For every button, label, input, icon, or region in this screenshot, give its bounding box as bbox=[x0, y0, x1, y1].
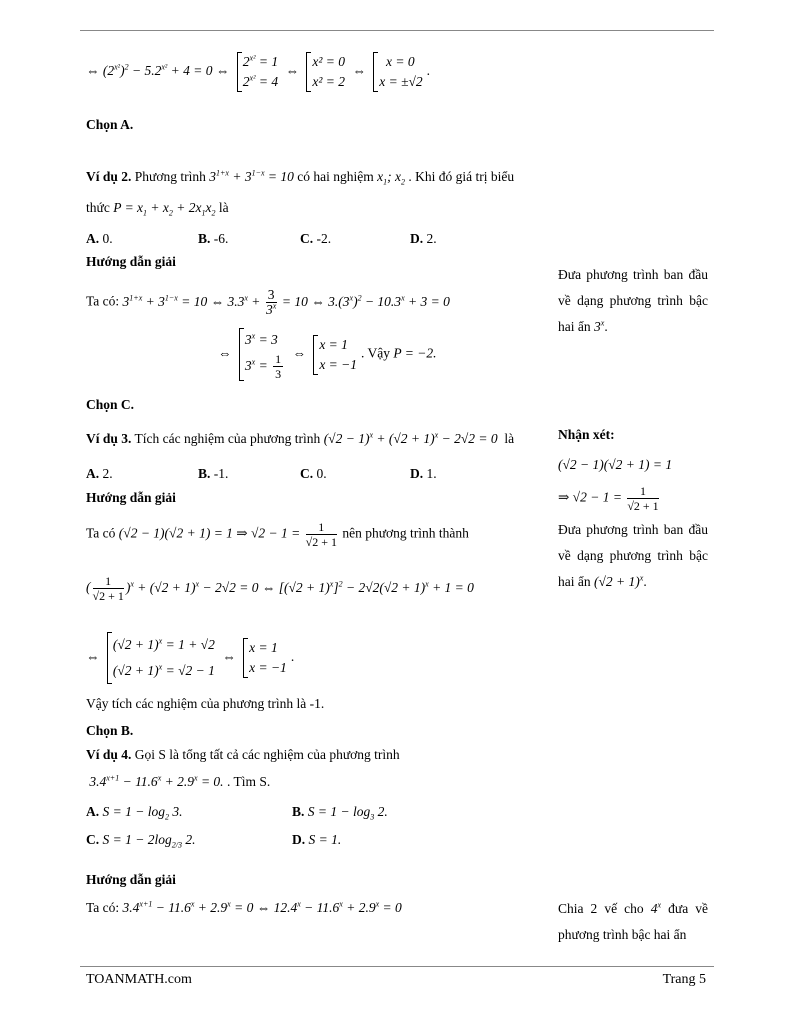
footer-site: TOANMATH.com bbox=[86, 972, 192, 987]
ex2-option-b: B. -6. bbox=[198, 231, 229, 246]
ex2-side-note: Đưa phương trình ban đầu về dạng phương trình bậc hai ẩn 3$^x$. bbox=[558, 267, 708, 334]
ex4-option-d: D. S = 1. bbox=[292, 832, 342, 847]
ex3-sol1: Ta có (√2 − 1)(√2 + 1) = 1 ⇒ √2 − 1 = $\frac{1}{√2 + 1}$ nên phương trình thành bbox=[86, 520, 469, 549]
footer-rule bbox=[80, 966, 714, 967]
ex2-option-d: D. 2. bbox=[410, 231, 437, 246]
ex3-label: Ví dụ 3. bbox=[86, 431, 132, 446]
ex3-note-title: Nhận xét: bbox=[558, 427, 615, 442]
ex2-sol2: ⇔ $3^x = 3$ $3^x$ = $\frac{1}{3}$ ⇔ x = 1 x = −1. Vậy P = −2. bbox=[218, 328, 437, 381]
ex3-option-d: D. 1. bbox=[410, 466, 437, 481]
ex3-question: Ví dụ 3. Tích các nghiệm của phương trình $(√2 - 1)^x + (√2 + 1)^x - 2√2 = 0$ là bbox=[86, 430, 515, 446]
ex3-option-a: A. 2. bbox=[86, 466, 113, 481]
ex4-sol1: Ta có: $3.4^{x+1} - 11.6^x + 2.9^x = 0$ ⇔ $12.4^x - 11.6^x + 2.9^x = 0$ bbox=[86, 899, 402, 915]
ex2-option-c: C. -2. bbox=[300, 231, 332, 246]
footer-page: Trang 5 bbox=[662, 972, 706, 987]
ex3-choose: Chọn B. bbox=[86, 723, 134, 738]
ex2-question: Ví dụ 2. Phương trình $3^{1+x} + 3^{1-x} = 10$ có hai nghiệm $x_1$; $x_2$ . Khi đó giá trị biểu bbox=[86, 168, 515, 187]
ex2-label: Ví dụ 2. bbox=[86, 169, 132, 184]
ex4-question: Ví dụ 4. Gọi S là tổng tất cả các nghiệm của phương trình bbox=[86, 747, 400, 762]
choose-a: Chọn A. bbox=[86, 117, 134, 132]
ex3-option-b: B. -1. bbox=[198, 466, 229, 481]
header-rule bbox=[80, 30, 714, 31]
ex4-guide: Hướng dẫn giải bbox=[86, 872, 176, 887]
ex2-sol1: Ta có: $3^{1+x} + 3^{1-x} = 10$ ⇔ $3.3^x$ + $\frac{3}{3^x}$ = 10 ⇔ $3.(3^x)^2 - 10.3^x + 3 = 0$ bbox=[86, 287, 450, 317]
ex4-option-b: B. $S = 1 - \log_3 2$. bbox=[292, 804, 388, 822]
ex3-option-c: C. 0. bbox=[300, 466, 327, 481]
eq-top: ⇔ $(2^{x^2})^2 - 5.2^{x^2} + 4 = 0$ ⇔ $2^{x^2} = 1$ $2^{x^2} = 4$ ⇔ x² = 0 x² = 2 ⇔ x = 0 x = ±√2. bbox=[86, 52, 430, 92]
ex3-sol2: ( $\frac{1}{√2 + 1}$ )$^x + (√2 + 1)^x - 2√2 = 0$ ⇔ $[(√2 + 1)^x]^2 - 2√2(√2 + 1)^x + 1 = 0$ bbox=[86, 574, 474, 603]
ex3-side-note: Nhận xét: (√2 − 1)(√2 + 1) = 1 ⇒ √2 − 1 = $\frac{1}{√2 + 1}$ Đưa phương trình ban đầu về dạng phương trình bậc hai ẩn $(√2 + 1)^x$. bbox=[558, 422, 708, 595]
ex3-sol3: ⇔ $(√2 + 1)^x = 1 + √2$ $(√2 + 1)^x = √2 - 1$ ⇔ x = 1 x = −1. bbox=[86, 632, 294, 684]
ex2-option-a: A. 0. bbox=[86, 231, 113, 246]
ex2-choose: Chọn C. bbox=[86, 397, 135, 412]
ex2-guide: Hướng dẫn giải bbox=[86, 254, 176, 269]
ex3-conclusion: Vậy tích các nghiệm của phương trình là -1. bbox=[86, 696, 325, 711]
ex4-option-a: A. $S = 1 - \log_2 3$. bbox=[86, 804, 183, 822]
ex2-question-2: thức $P = x_1 + x_2 + 2x_1x_2$ là bbox=[86, 200, 229, 218]
ex4-question-2: $3.4^{x+1} - 11.6^x + 2.9^x = 0$. . Tìm S. bbox=[89, 773, 271, 789]
ex3-guide: Hướng dẫn giải bbox=[86, 490, 176, 505]
ex4-side-note: Chia 2 vế cho 4$^x$ đưa về phương trình bậc hai ẩn bbox=[558, 900, 708, 942]
ex4-option-c: C. $S = 1 - 2\log_{2/3}$ 2. bbox=[86, 832, 196, 850]
ex4-label: Ví dụ 4. bbox=[86, 747, 132, 762]
